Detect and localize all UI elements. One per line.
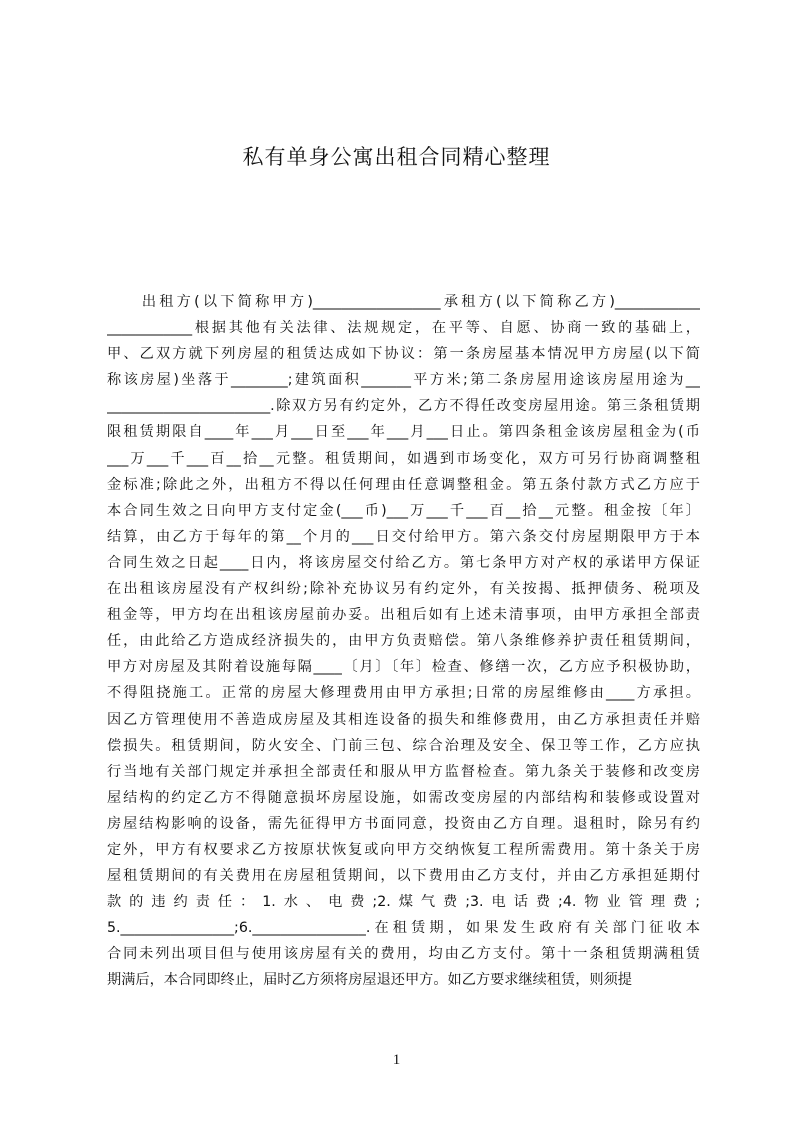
body-line: 在出租该房屋没有产权纠纷;除补充协议另有约定外，有关按揭、抵押债务、税项及 <box>107 581 700 598</box>
body-line: 限租赁期限自____年___月___日至___年___月___日止。第四条租金该房屋租金为(币 <box>107 424 700 441</box>
body-line: 房屋结构影响的设备，需先征得甲方书面同意，投资由乙方自理。退租时，除另有约 <box>107 815 700 832</box>
body-line: 偿损失。租赁期间，防火安全、门前三包、综合治理及安全、保卫等工作，乙方应执 <box>107 737 700 754</box>
body-line: 金标准;除此之外，出租方不得以任何理由任意调整租金。第五条付款方式乙方应于 <box>107 476 700 493</box>
body-line: 租金等，甲方均在出租该房屋前办妥。出租后如有上述未清事项，由甲方承担全部责 <box>107 607 700 624</box>
body-line: 甲、乙双方就下列房屋的租赁达成如下协议：第一条房屋基本情况甲方房屋(以下简 <box>107 346 700 363</box>
body-line: 本合同生效之日向甲方支付定金(___币)___万___千___百__拾__元整。租金按〔年〕 <box>107 502 700 519</box>
body-line: 屋租赁期间的有关费用在房屋租赁期间，以下费用由乙方支付，并由乙方承担延期付 <box>107 868 700 885</box>
document-title: 私有单身公寓出租合同精心整理 <box>242 145 551 169</box>
body-line: 合同生效之日起____日内，将该房屋交付给乙方。第七条甲方对产权的承诺甲方保证 <box>107 554 700 571</box>
body-line: 期满后，本合同即终止，届时乙方须将房屋退还甲方。如乙方要求继续租赁，则须提 <box>107 972 632 989</box>
body-line: ___万___千___百__拾__元整。租赁期间，如遇到市场变化，双方可另行协商调整租 <box>107 450 700 467</box>
body-line: 甲方对房屋及其附着设施每隔____〔月〕〔年〕检查、修缮一次，乙方应予积极协助， <box>107 659 700 676</box>
body-line: 屋结构的约定乙方不得随意损坏房屋设施，如需改变房屋的内部结构和装修或设置对 <box>107 789 700 806</box>
body-line: 定外，甲方有权要求乙方按原状恢复或向甲方交纳恢复工程所需费用。第十条关于房 <box>107 841 700 858</box>
body-line: 因乙方管理使用不善造成房屋及其相连设备的损失和维修费用，由乙方承担责任并赔 <box>107 711 700 728</box>
body-line: 结算，由乙方于每年的第__个月的___日交付给甲方。第六条交付房屋期限甲方于本 <box>107 528 700 545</box>
body-line: 合同未列出项目但与使用该房屋有关的费用，均由乙方支付。第十一条租赁期满租赁 <box>107 946 700 963</box>
body-line: 款的违约责任：1.水、电费;2.煤气费;3.电话费;4.物业管理费; <box>107 894 700 911</box>
body-line: _______________________.除双方另有约定外，乙方不得任改变房屋用途。第三条租赁期 <box>107 398 700 415</box>
body-line: 行当地有关部门规定并承担全部责任和服从甲方监督检查。第九条关于装修和改变房 <box>107 763 700 780</box>
body-line: 出租方(以下简称甲方)__________________承租方(以下简称乙方)____________ <box>107 294 700 310</box>
body-line: 5.________________;6.________________.在租赁期，如果发生政府有关部门征收本 <box>107 920 700 937</box>
body-line: 不得阻挠施工。正常的房屋大修理费用由甲方承担;日常的房屋维修由____方承担。 <box>107 685 700 702</box>
body-line: 称该房屋)坐落于________;建筑面积_______平方米;第二条房屋用途该房屋用途为__ <box>107 372 700 389</box>
body-line: 任，由此给乙方造成经济损失的，由甲方负责赔偿。第八条维修养护责任租赁期间， <box>107 633 700 650</box>
body-line: ____________根据其他有关法律、法规规定，在平等、自愿、协商一致的基础上， <box>107 320 700 337</box>
contract-body <box>107 289 700 994</box>
page-number: 1 <box>392 1052 401 1068</box>
